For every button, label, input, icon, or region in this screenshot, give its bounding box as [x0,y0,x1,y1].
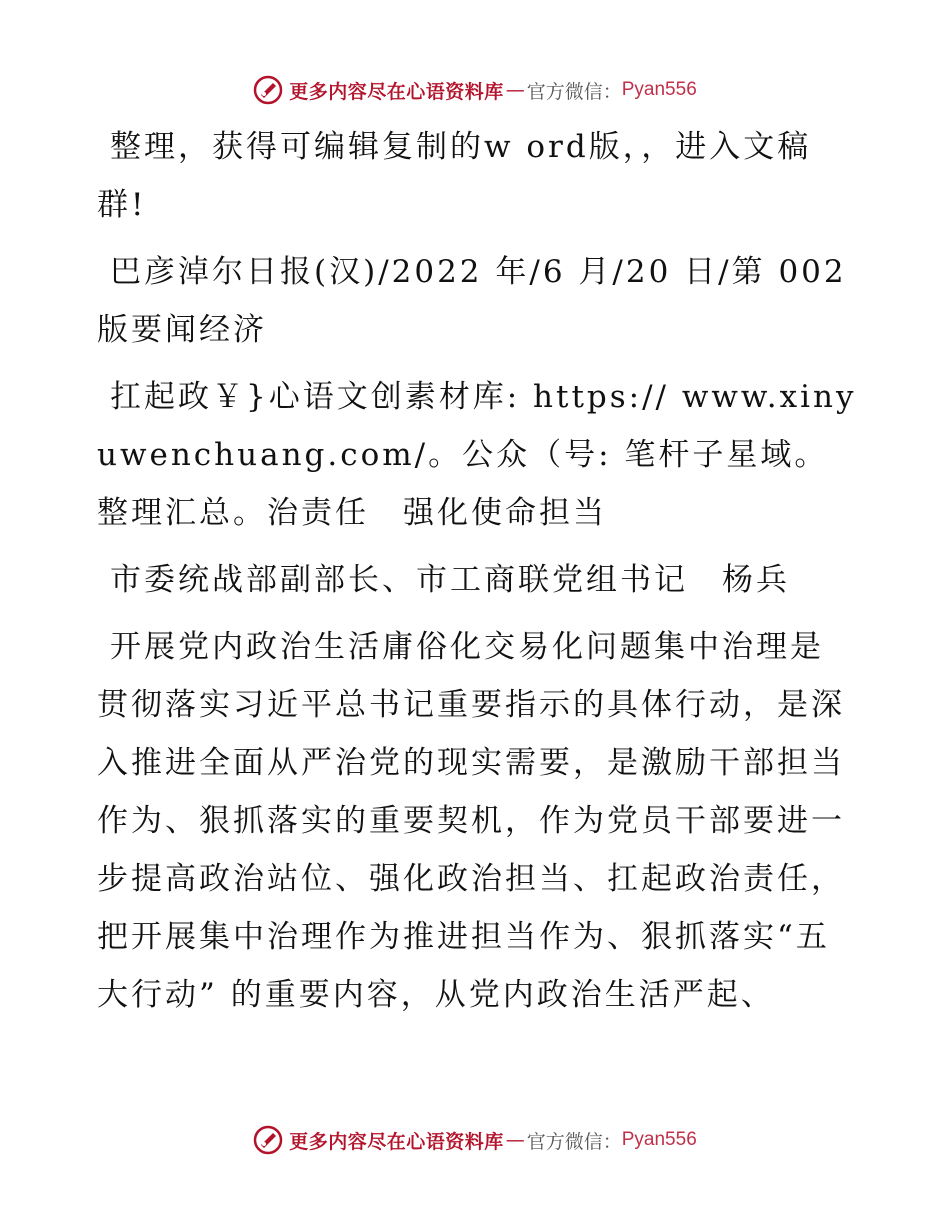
header-banner [0,70,950,110]
banner-text: 更多内容尽在心语资料库 [289,1130,504,1153]
wechat-id: Pyan556 [621,79,697,100]
wechat-label: 官方微信： [526,1130,622,1153]
logo-icon [253,75,283,105]
banner-separator: — [505,79,525,101]
banner-separator: — [505,1129,525,1151]
banner-text: 更多内容尽在心语资料库 [289,80,504,103]
paragraph-title: 扛起政￥}心语文创素材库: https:// www.xinyuwenchuang.com/。公众（号: 笔杆子星域。整理汇总。治责任 强化使命担当 [97,379,857,531]
paragraph-body: 开展党内政治生活庸俗化交易化问题集中治理是贯彻落实习近平总书记重要指示的具体行动，是深入推进全面从严治党的现实需要，是激励干部担当作为、狠抓落实的重要契机，作为党员干部要进一步提高政治站位、强化政治担当、扛起政治责任，把开展集中治理作为推进担当作为、狠抓落实“五大行动” 的重要内容，从党内政治生活严起、 [97,629,845,1013]
wechat-label: 官方微信： [526,80,622,103]
paragraph-source: 巴彦淖尔日报(汉)/2022 年/6 月/20 日/第 002 版要闻经济 [97,254,847,348]
wechat-id: Pyan556 [621,1129,697,1150]
paragraph-author: 市委统战部副部长、市工商联党组书记 杨兵 [110,562,790,598]
document-body [97,118,857,1033]
paragraph-intro: 整理，获得可编辑复制的w ord版，，进入文稿群! [97,129,812,223]
footer-banner [0,1120,950,1160]
logo-icon [253,1125,283,1155]
